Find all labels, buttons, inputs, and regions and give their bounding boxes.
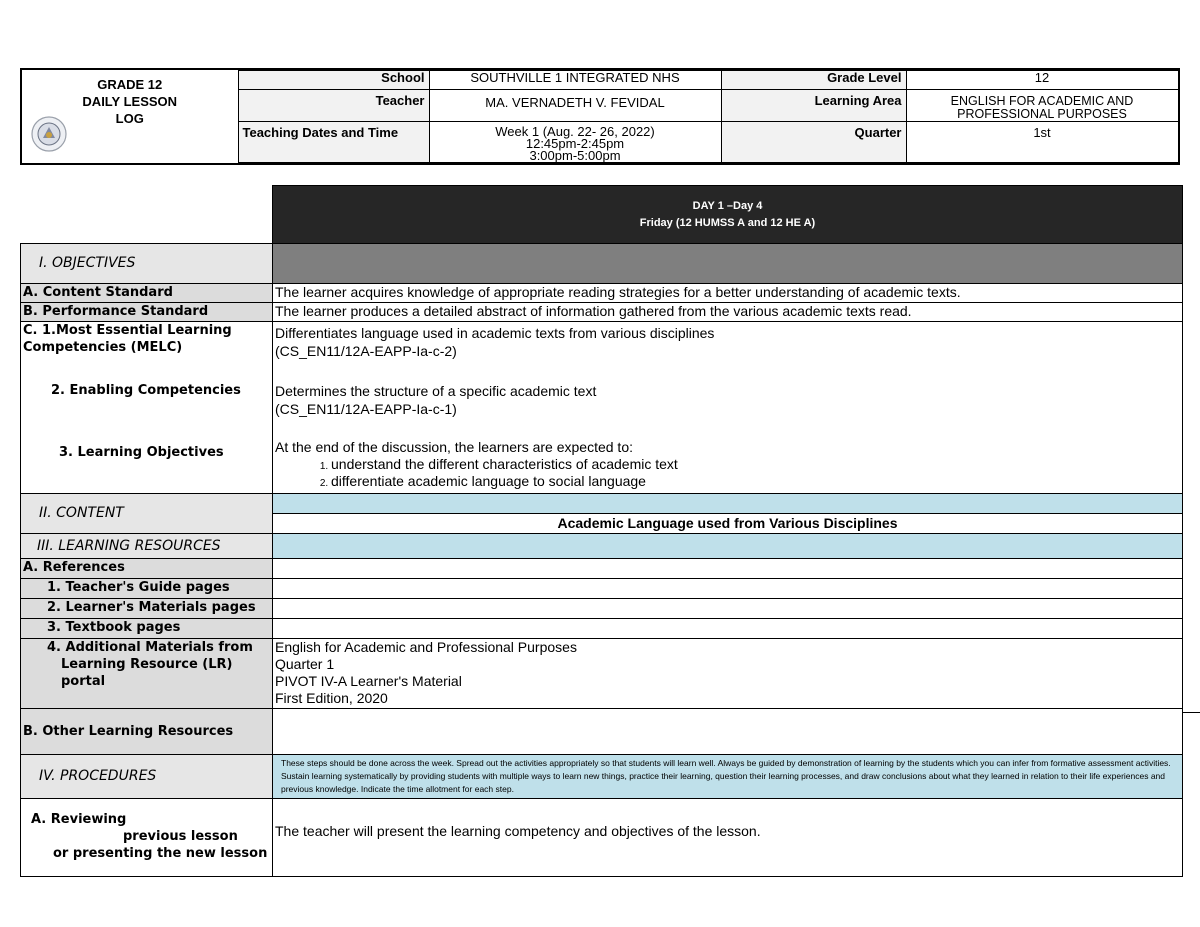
quarter-value: 1st [906, 122, 1178, 163]
reviewing-label: A. Reviewing previous lesson or presenting the new lesson [21, 799, 273, 877]
performance-standard-value: The learner produces a detailed abstract of information gathered from the various academic texts read. [273, 303, 1183, 322]
deped-seal-icon [30, 115, 68, 153]
lo-list [275, 456, 1180, 490]
dates-line-3: 3:00pm-5:00pm [529, 148, 621, 163]
learning-objectives-label: 3. Learning Objectives [59, 445, 224, 460]
teachers-guide-label: 1. Teacher's Guide pages [21, 579, 273, 599]
lo-item: 2. differentiate academic language to social language [331, 473, 1180, 490]
reviewing-value: The teacher will present the learning competency and objectives of the lesson. [273, 799, 1183, 877]
day-line-1: DAY 1 –Day 4 [692, 199, 763, 212]
additional-line-3: PIVOT IV-A Learner's Material [275, 673, 462, 689]
header-table [20, 68, 1180, 165]
procedures-note: These steps should be done across the week. Spread out the activities appropriately so that students will learn well. Always be guided by demonstration of learning by the students which you can infer from formative assessment activities. Sustain learning systematically by providing students with multiple ways to learn new things, practice their learning, question their learning processes, and draw conclusions about what they learned in relation to their life experiences and previous knowledge. Indicate the time allotment for each step. [273, 755, 1183, 799]
teaching-dates-label: Teaching Dates and Time [238, 122, 429, 163]
learning-area-value: ENGLISH FOR ACADEMIC AND PROFESSIONAL PURPOSES [906, 90, 1178, 122]
content-heading: II. CONTENT [21, 494, 273, 534]
lesson-table [20, 185, 1182, 877]
performance-standard-label: B. Performance Standard [21, 303, 273, 322]
learning-resources-heading: III. LEARNING RESOURCES [21, 534, 273, 559]
competencies-value-cell [273, 322, 1183, 494]
content-value: Academic Language used from Various Disciplines [273, 514, 1183, 534]
teaching-dates-value [429, 122, 721, 163]
teacher-value: MA. VERNADETH V. FEVIDAL [429, 90, 721, 122]
grade-level-label: Grade Level [721, 71, 906, 90]
quarter-label: Quarter [721, 122, 906, 163]
additional-materials-value [273, 639, 1183, 709]
day-line-2: Friday (12 HUMSS A and 12 HE A) [639, 216, 816, 229]
melc-label: C. 1.Most Essential Learning Competencies (MELC) [23, 323, 232, 355]
references-label: A. References [21, 559, 273, 579]
enabling-code: (CS_EN11/12A-EAPP-Ia-c-1) [275, 401, 457, 417]
day-header [273, 186, 1183, 244]
title-line-3: LOG [115, 110, 144, 126]
learning-area-label: Learning Area [721, 90, 906, 122]
additional-line-1: English for Academic and Professional Purposes [275, 639, 577, 655]
content-standard-value: The learner acquires knowledge of appropriate reading strategies for a better understanding of academic texts. [273, 284, 1183, 303]
enabling-competencies-label: 2. Enabling Competencies [51, 383, 241, 398]
additional-line-4: First Edition, 2020 [275, 690, 388, 706]
textbook-pages-label: 3. Textbook pages [21, 619, 273, 639]
edge-mark [1182, 712, 1200, 713]
competencies-label-cell [21, 322, 273, 494]
melc-code: (CS_EN11/12A-EAPP-Ia-c-2) [275, 343, 457, 359]
lo-intro: At the end of the discussion, the learners are expected to: [275, 439, 633, 455]
other-resources-label: B. Other Learning Resources [21, 709, 273, 755]
enabling-value: Determines the structure of a specific academic text [275, 383, 597, 399]
school-label: School [238, 71, 429, 90]
dates-line-2: 12:45pm-2:45pm [525, 136, 625, 151]
melc-value: Differentiates language used in academic texts from various disciplines [275, 325, 715, 341]
title-line-2: DAILY LESSON [82, 93, 178, 109]
procedures-heading: IV. PROCEDURES [21, 755, 273, 799]
additional-line-2: Quarter 1 [275, 656, 335, 672]
grade-level-value: 12 [906, 71, 1178, 90]
title-line-1: GRADE 12 [97, 76, 163, 92]
lo-item: 1. understand the different characteristics of academic text [331, 456, 1180, 473]
objectives-heading: I. OBJECTIVES [21, 244, 273, 284]
teacher-label: Teacher [238, 90, 429, 122]
dates-line-1: Week 1 (Aug. 22- 26, 2022) [495, 124, 655, 139]
school-value: SOUTHVILLE 1 INTEGRATED NHS [429, 71, 721, 90]
learners-materials-label: 2. Learner's Materials pages [21, 599, 273, 619]
content-standard-label: A. Content Standard [21, 284, 273, 303]
additional-materials-label: 4. Additional Materials from Learning Resource (LR) portal [21, 639, 273, 709]
dll-title [22, 71, 238, 163]
